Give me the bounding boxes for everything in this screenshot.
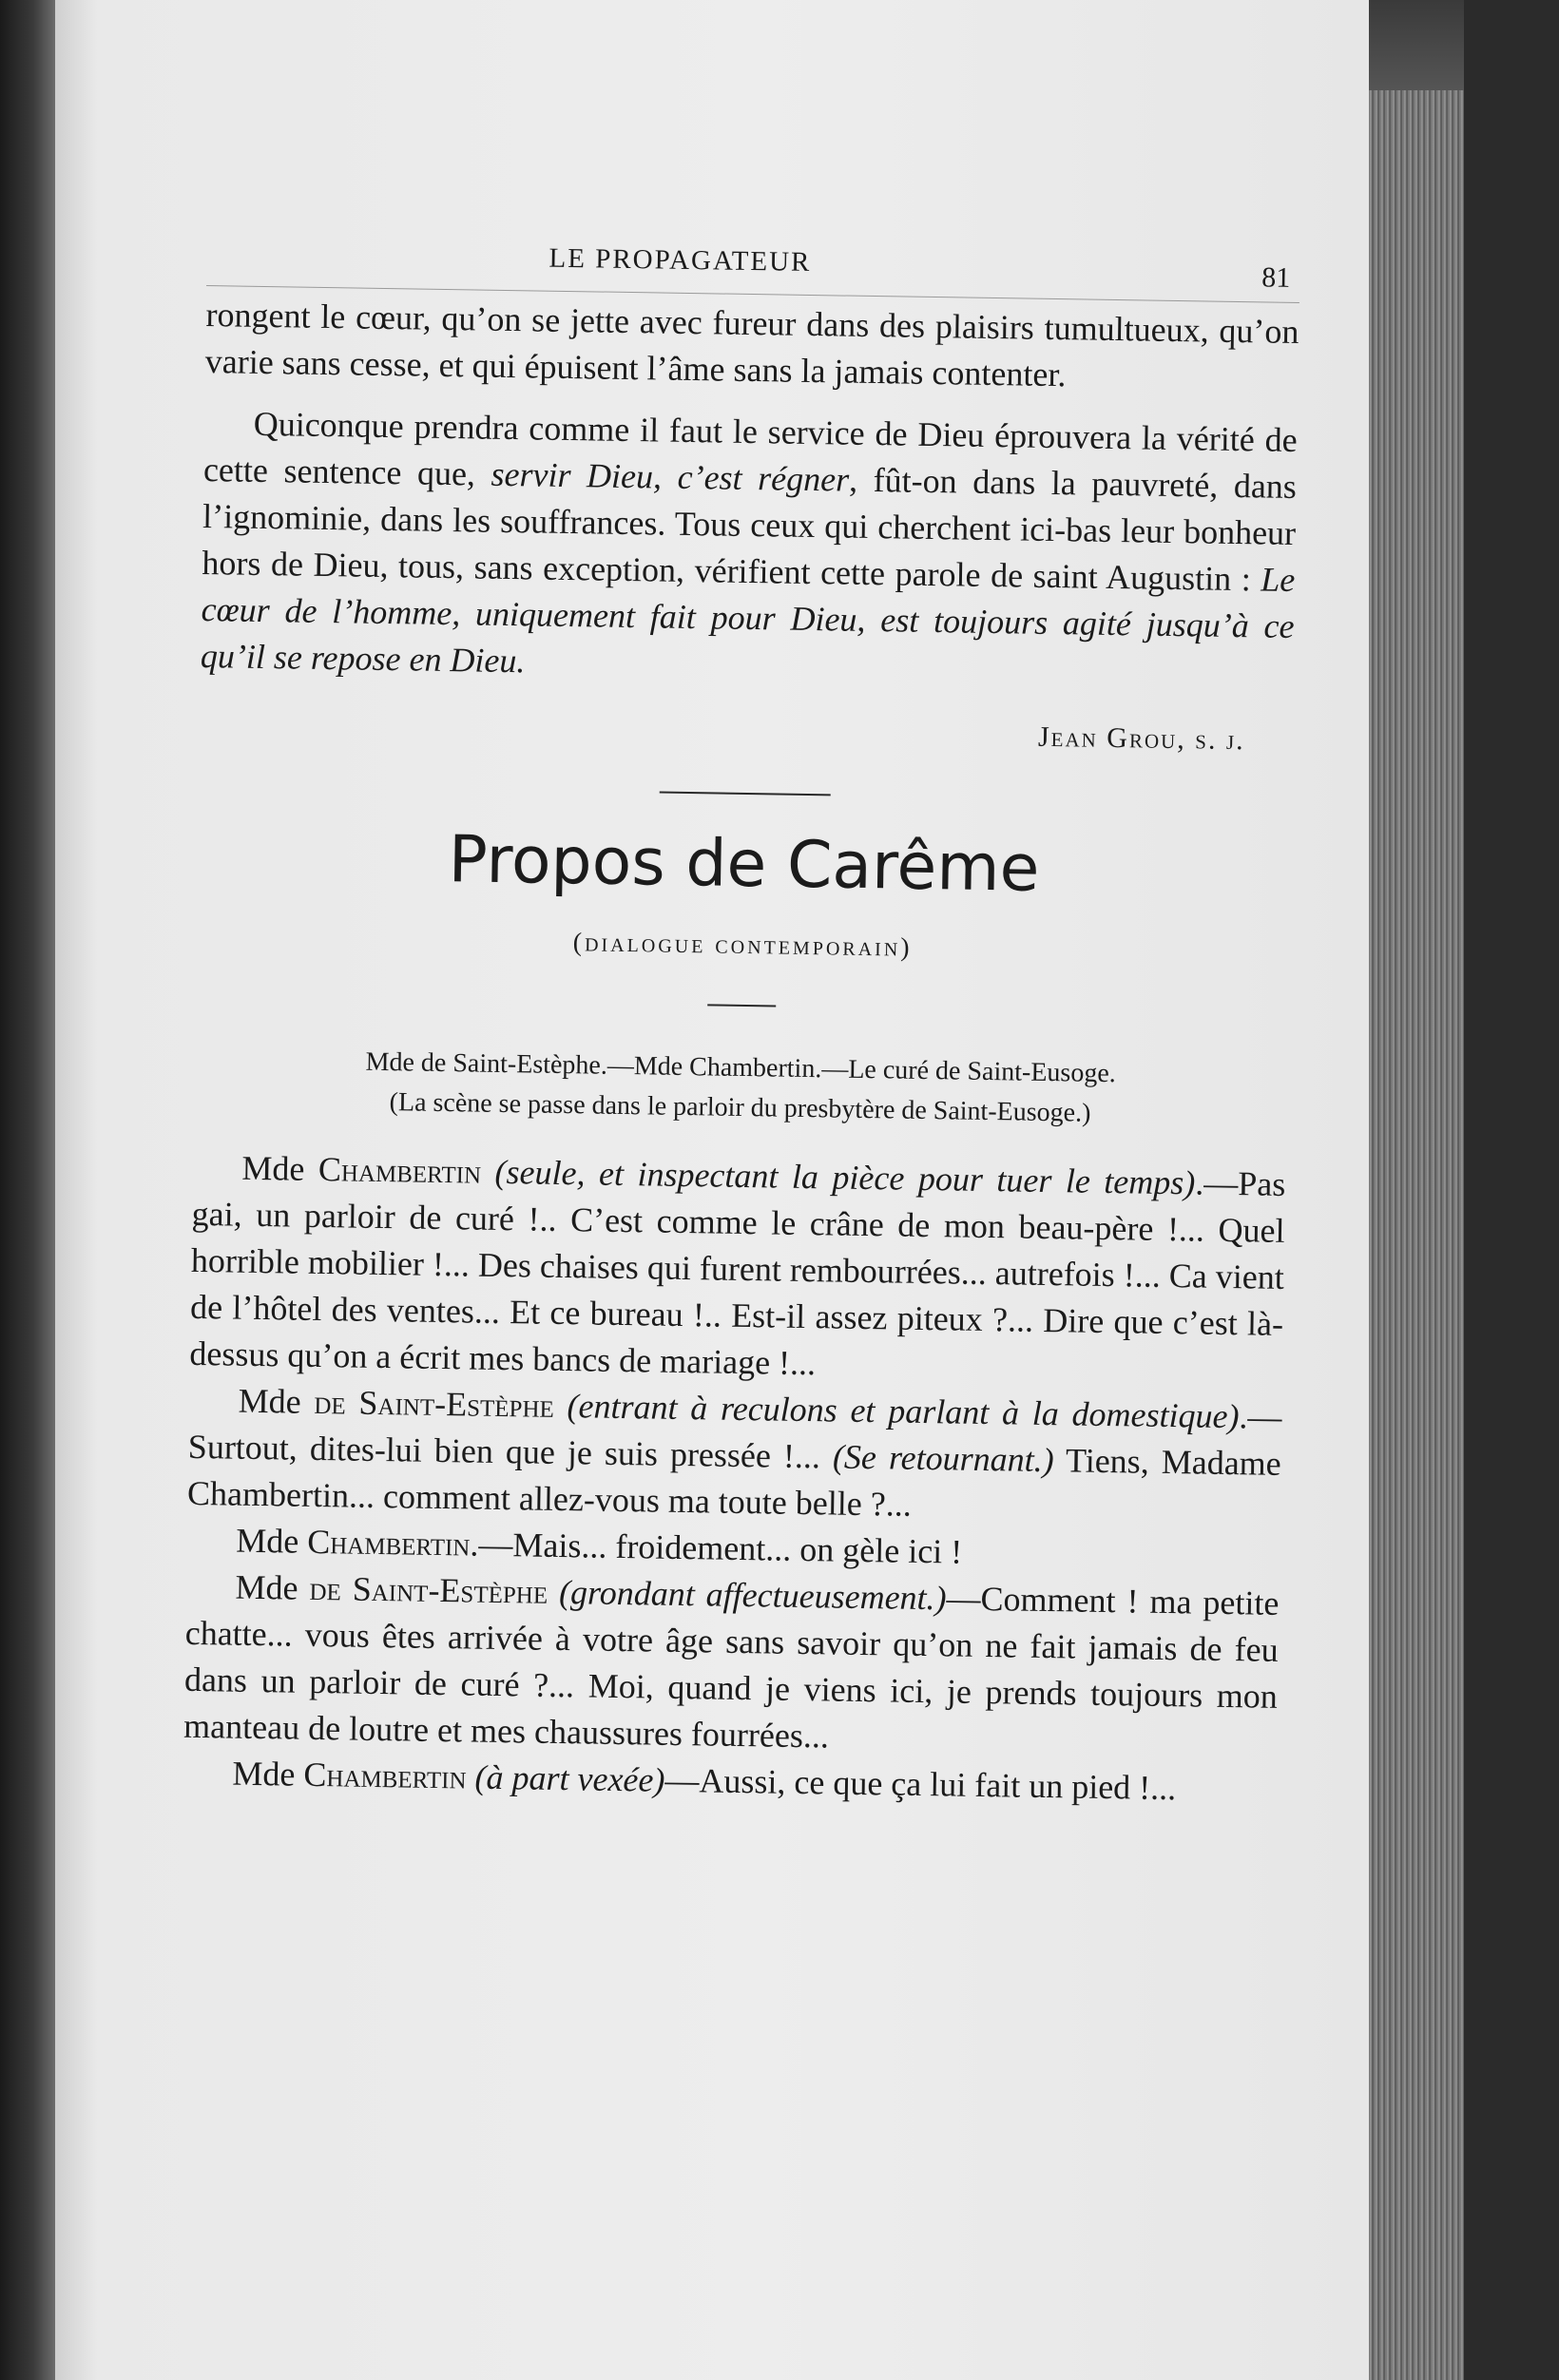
dialogue-text: .—Mais... froidement... on gèle ici ! [470,1525,963,1571]
page-stack-edges [1369,90,1464,2380]
title-divider [707,1004,776,1007]
stage-direction: (grondant affectueusement.) [558,1572,947,1618]
speaker-prefix: Mde [232,1754,304,1794]
stage-direction: (seule, et inspectant la pièce pour tuer le temps) [494,1152,1196,1202]
cast-list: Mde de Saint-Estèphe.—Mde Chambertin.—Le curé de Saint-Eusoge. [365,1046,1117,1089]
speaker-prefix: Mde [238,1381,315,1421]
paragraph-continued: rongent le cœur, qu’on se jette avec fureur dans des plaisirs tumultueux, qu’on varie sans cesse, et qui épuisent l’âme sans la jamais contenter. [204,295,1299,394]
speaker-prefix: Mde [241,1148,319,1188]
scene-setting: (La scène se passe dans le parloir du presbytère de Saint-Eusoge.) [389,1087,1091,1128]
page-number: 81 [1261,261,1291,294]
dialogue-text: —Comment ! ma petite chatte... vous êtes arrivée à votre âge sans savoir qu’on ne fait jamais de feu dans un parloir de curé ?... Moi, quand je viens ici, je prends toujours mon manteau de loutre et mes chaussures fourrées... [183,1579,1280,1756]
book-page [55,0,1464,2380]
stage-direction: (Se retournant.) [832,1437,1054,1480]
stage-direction: (entrant à reculons et parlant à la domestique) [567,1387,1240,1436]
speaker-name: de Saint-Estèphe [314,1382,555,1425]
dialogue-text: Tiens, Madame Chambertin... comment allez-vous ma toute belle ?... [186,1441,1282,1524]
speaker-name: Chambertin [303,1755,467,1796]
speaker-name: de Saint-Estèphe [309,1568,549,1611]
section-divider [660,792,831,797]
page-stack-top [1369,0,1464,90]
dialogue [183,1144,1286,1814]
book-binding [0,0,55,2380]
dialogue-text: .—Pas gai, un parloir de curé !.. C’est comme le crâne de mon beau-père !... Quel horrible mobilier !... Des chaises qui furent rembourrées... autrefois !... Ca vient de l’hôtel des ventes... Et ce bureau !.. Est-il assez piteux ?... Dire que c’est là-dessus qu’on a écrit mes bancs de mariage !... [189,1163,1286,1383]
dialogue-line [183,1564,1280,1767]
paragraph-augustin [201,400,1298,697]
running-head [206,228,1300,303]
speaker-name: Chambertin [318,1149,482,1191]
speaker-prefix: Mde [236,1521,308,1561]
dialogue-text: .—Surtout, dites-lui bien que je suis pressée !... [187,1397,1282,1476]
author-signature: Jean Grou, s. j. [1037,720,1245,757]
italic-quote: Le cœur de l’homme, uniquement fait pour Dieu, est toujours agité jusqu’à ce qu’il se repose en Dieu. [200,560,1296,681]
dialogue-line [189,1144,1286,1394]
italic-quote: servir Dieu, c’est régner [491,454,850,499]
running-title: LE PROPAGATEUR [549,242,812,278]
speaker-prefix: Mde [235,1567,310,1607]
paragraph-text: , fût-on dans la pauvreté, dans l’ignominie, dans les souffrances. Tous ceux qui cherchent ici-bas leur bonheur hors de Dieu, tous, sans exception, vérifient cette parole de saint Augustin : [202,460,1298,599]
dialogue-line [187,1377,1282,1534]
page-content [183,228,1300,1814]
article-title: Propos de Carême [448,822,1041,907]
article-subtitle: (dialogue contemporain) [572,928,913,963]
dialogue-text: —Aussi, ce que ça lui fait un pied !... [664,1760,1177,1808]
speaker-name: Chambertin [306,1522,471,1564]
paragraph-text: Quiconque prendra comme il faut le service de Dieu éprouvera la vérité de cette sentence que, [202,404,1298,493]
stage-direction: (à part vexée) [474,1757,665,1799]
